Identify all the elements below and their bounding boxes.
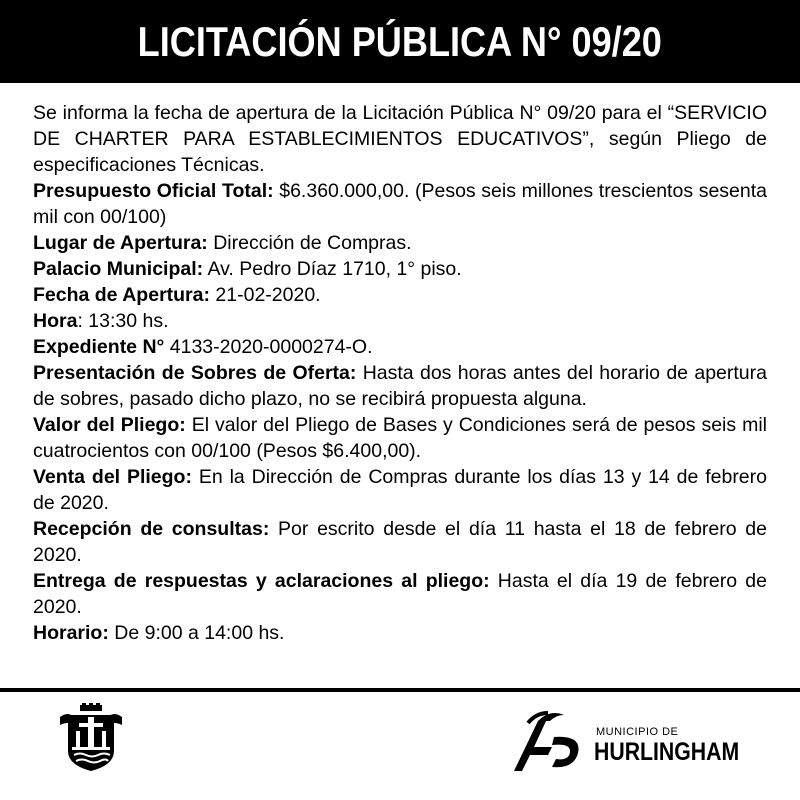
notice-body (33, 100, 767, 646)
field-presentacion-sobres (33, 360, 767, 412)
intro-paragraph: Se informa la fecha de apertura de la Licitación Pública N° 09/20 para el “SERVICIO DE CHARTER PARA ESTABLECIMIENTOS EDUCATIVOS”, según Pliego de especificaciones Técnicas. (33, 102, 767, 176)
field-label: Hora (33, 310, 78, 332)
field-label: Fecha de Apertura: (33, 284, 210, 306)
field-label: Expediente N° (33, 336, 165, 358)
field-value: Hasta dos horas antes del horario de apertura de sobres, pasado dicho plazo, no se recibirá propuesta alguna. (33, 362, 767, 410)
field-label: Presentación de Sobres de Oferta: (33, 362, 357, 384)
field-presupuesto (33, 178, 767, 230)
field-label: Venta del Pliego: (33, 466, 192, 488)
footer-divider (0, 688, 800, 692)
page-title: LICITACIÓN PÚBLICA N° 09/20 (137, 17, 663, 65)
municipal-coat-of-arms-icon (58, 703, 124, 773)
field-horario (33, 620, 767, 646)
field-label: Lugar de Apertura: (33, 232, 208, 254)
field-palacio-municipal (33, 256, 767, 282)
hurlingham-logo-icon (508, 707, 586, 773)
field-value: En la Dirección de Compras durante los días 13 y 14 de febrero de 2020. (33, 466, 767, 514)
field-venta-pliego (33, 464, 767, 516)
field-value: De 9:00 a 14:00 hs. (108, 622, 285, 644)
field-label: Presupuesto Oficial Total: (33, 180, 274, 202)
field-value: Hasta el día 19 de febrero de 2020. (33, 570, 767, 618)
field-valor-pliego (33, 412, 767, 464)
field-label: Palacio Municipal: (33, 258, 204, 280)
field-label: Valor del Pliego: (33, 414, 186, 436)
field-entrega-respuestas (33, 568, 767, 620)
municipio-brand (508, 707, 748, 773)
field-label: Recepción de consultas: (33, 518, 270, 540)
field-value: : 13:30 hs. (77, 310, 169, 332)
field-value: Por escrito desde el día 11 hasta el 18 de febrero de 2020. (33, 518, 767, 566)
field-lugar-apertura (33, 230, 767, 256)
field-value: $6.360.000,00. (Pesos seis millones trescientos sesenta mil con 00/100) (33, 180, 767, 228)
field-value: El valor del Pliego de Bases y Condiciones será de pesos seis mil cuatrocientos con 00/100 (Pesos $6.400,00). (33, 414, 767, 462)
field-label: Entrega de respuestas y aclaraciones al pliego: (33, 570, 490, 592)
field-expediente (33, 334, 767, 360)
field-value: 4133-2020-0000274-O. (164, 336, 373, 358)
field-hora (33, 308, 767, 334)
field-value: Av. Pedro Díaz 1710, 1° piso. (203, 258, 462, 280)
brand-line-1: MUNICIPIO DE (596, 726, 679, 738)
field-value: 21-02-2020. (210, 284, 321, 306)
header-banner (0, 0, 800, 83)
field-recepcion-consultas (33, 516, 767, 568)
field-label: Horario: (33, 622, 109, 644)
brand-line-2: HURLINGHAM (594, 738, 740, 766)
field-fecha-apertura (33, 282, 767, 308)
field-value: Dirección de Compras. (207, 232, 412, 254)
